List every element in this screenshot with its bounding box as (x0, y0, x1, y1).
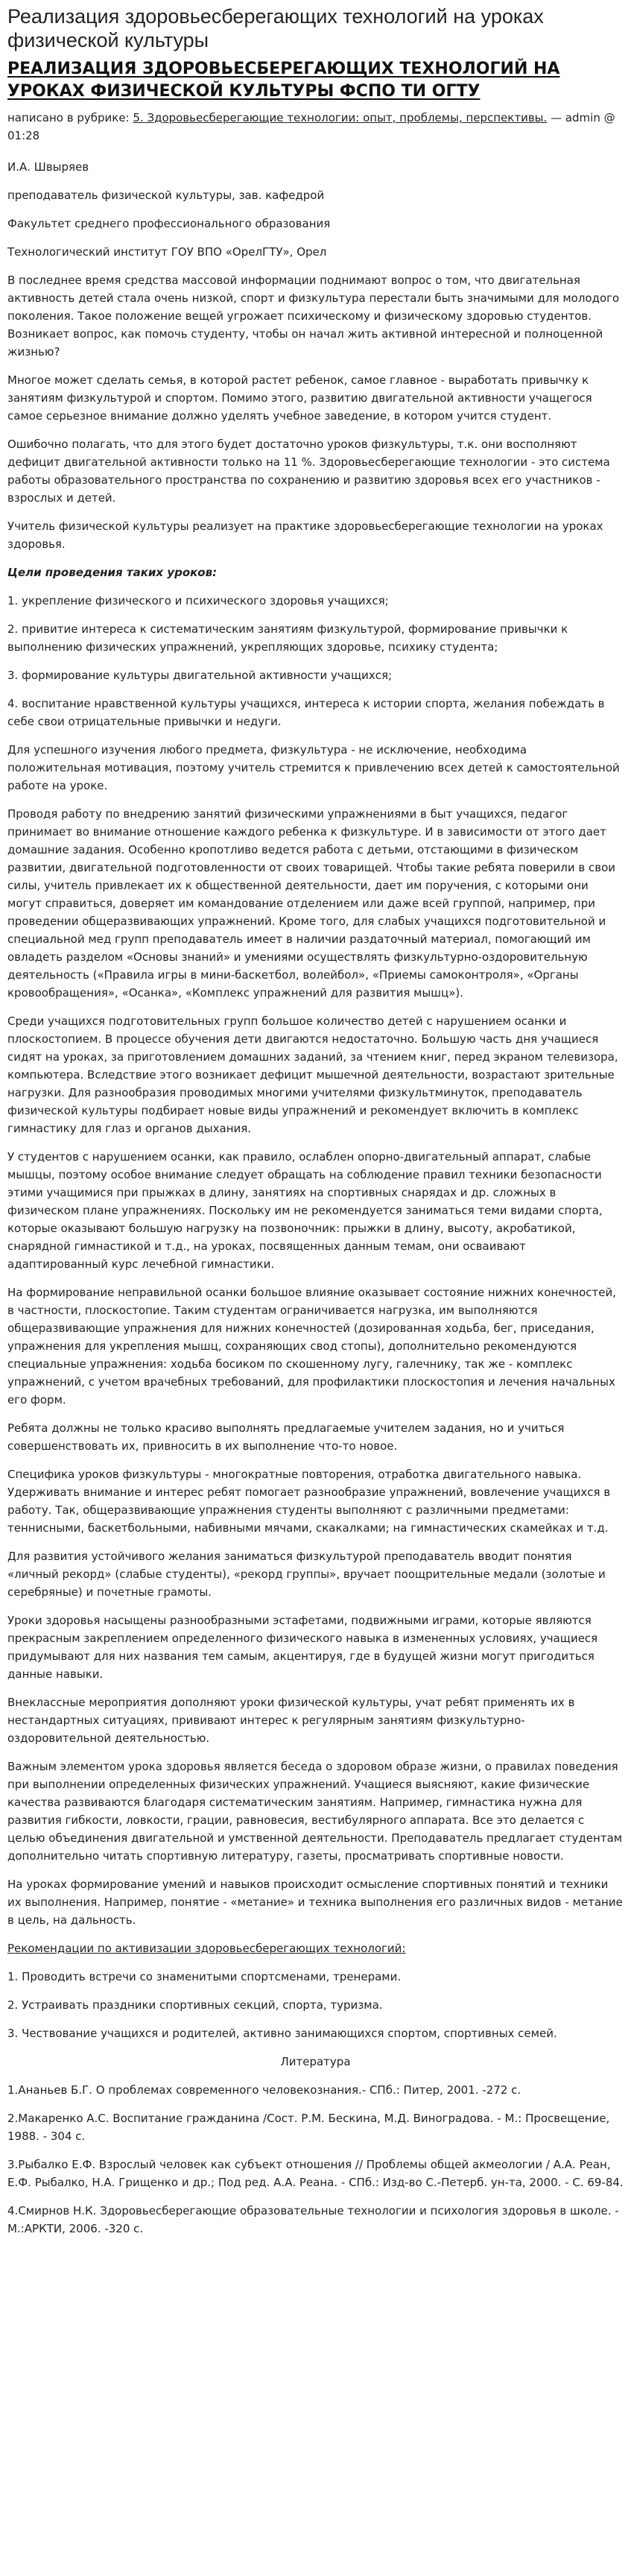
recommendation-item: 2. Устраивать праздники спортивных секций, спорта, туризма. (7, 1998, 383, 2012)
goal-item: 3. формирование культуры двигательной активности учащихся; (7, 669, 393, 682)
literature-item: 1.Ананьев Б.Г. О проблемах современного человекознания.- СПб.: Питер, 2001. -272 с. (7, 2083, 521, 2097)
meta-prefix: написано в рубрике: (7, 111, 133, 124)
intro-paragraph: Ошибочно полагать, что для этого будет достаточно уроков физкультуры, т.к. они восполняют дефицит двигательной активности только на 11 %. Здоровьесберегающие технологии - это система работы образовательного пространства по сохранению и развитию здоровья всех его участников - взрослых и детей. (7, 438, 610, 505)
body-paragraph: Среди учащихся подготовительных групп большое количество детей с нарушением осанки и плоскостопием. В процессе обучения дети двигаются недостаточно. Большую часть дня учащиеся сидят на уроках, за приготовлением домашних заданий, за чтением книг, перед экраном телевизора, компьютера. Вследствие этого возникает дефицит мышечной деятельности, возрастают зрительные нагрузки. Для разнообразия проводимых многими учителями физкультминуток, преподаватель физической культуры подбирает новые виды упражнений и рекомендует включить в комплекс гимнастику для глаз и органов дыхания. (7, 1014, 618, 1135)
body-paragraph: У студентов с нарушением осанки, как правило, ослаблен опорно-двигательный аппарат, слабые мышцы, поэтому особое внимание следует обращать на соблюдение правил техники безопасности этими учащимися при прыжках в длину, занятиях на спортивных снарядах и др. сложных в физическом плане упражнениях. Поскольку им не рекомендуется заниматься теми видами спорта, которые оказывают большую нагрузку на позвоночник: прыжки в длину, высоту, акробатикой, снарядной гимнастикой и т.д., на уроках, посвященных данным темам, они осваивают адаптированный курс лечебной гимнастики. (7, 1150, 603, 1271)
goal-item: 1. укрепление физического и психического здоровья учащихся; (7, 594, 389, 607)
author-faculty: Факультет среднего профессионального образования (7, 217, 331, 230)
goal-item: 2. привитие интереса к систематическим занятиям физкультурой, формирование привычки к выполнению физических упражнений, укрепляющих здоровье, психику студента; (7, 622, 568, 654)
body-paragraph: Ребята должны не только красиво выполнять предлагаемые учителем задания, но и учиться совершенствовать их, привносить в их выполнение что-то новое. (7, 1421, 565, 1453)
body-paragraph: Важным элементом урока здоровья является беседа о здоровом образе жизни, о правилах поведения при выполнении определенных физических упражнений. Учащиеся выясняют, какие физические качества развиваются благодаря систематическим занятиям. Например, гимнастика нужна для развития гибкости, ловкости, грации, равновесия, вестибулярного аппарата. Все это делается с целью объединения двигательной и умственной деятельности. Преподаватель предлагает студентам дополнительно читать спортивную литературу, газеты, просматривать спортивные новости. (7, 1760, 623, 1863)
body-paragraph: Для развития устойчивого желания заниматься физкультурой преподаватель вводит понятия «личный рекорд» (слабые студенты), «рекорд группы», вручает поощрительные медали (золотые и серебряные) и почетные грамоты. (7, 1550, 606, 1599)
body-paragraph: Внеклассные мероприятия дополняют уроки физической культуры, учат ребят применять их в нестандартных ситуациях, прививают интерес к регулярным занятиям физкультурно-оздоровительной деятельностью. (7, 1696, 575, 1745)
intro-paragraph: Учитель физической культуры реализует на практике здоровьесберегающие технологии на уроках здоровья. (7, 520, 603, 551)
literature-item: 3.Рыбалко Е.Ф. Взрослый человек как субъект отношения // Проблемы общей акмеологии / А.А. Реан, Е.Ф. Рыбалко, Н.А. Грищенко и др.; Под ред. А.А. Реана. - СПб.: Изд-во С.-Петерб. ун-та, 2000. - С. 69-84. (7, 2158, 624, 2189)
post-meta (7, 109, 624, 145)
literature-heading: Литература (280, 2055, 351, 2068)
body-paragraph: На формирование неправильной осанки большое влияние оказывает состояние нижних конечностей, в частности, плоскостопие. Таким студентам ограничивается нагрузка, им выполняются общеразвивающие упражнения для нижних конечностей (дозированная ходьба, бег, приседания, упражнения для укрепления мышц, сохраняющих свод стопы), дополнительно рекомендуются специальные упражнения: ходьба босиком по скошенному лугу, галечнику, так же - комплекс упражнений, с учетом врачебных требований, для профилактики плоскостопия и лечения начальных его форм. (7, 1286, 616, 1407)
goal-item: 4. воспитание нравственной культуры учащихся, интереса к истории спорта, желания побеждать в себе свои отрицательные привычки и недуги. (7, 697, 605, 728)
author-institute: Технологический институт ГОУ ВПО «ОрелГТУ», Орел (7, 245, 327, 259)
body-paragraph: Для успешного изучения любого предмета, физкультура - не исключение, необходима положительная мотивация, поэтому учитель стремится к привлечению всех детей к самостоятельной работе на уроке. (7, 743, 620, 792)
author-name: И.А. Швыряев (7, 160, 89, 174)
body-paragraph: Специфика уроков физкультуры - многократные повторения, отработка двигательного навыка. Удерживать внимание и интерес ребят помогает разнообразие упражнений, вовлечение учащихся в работу. Так, общеразвивающие упражнения студенты выполняют с различными предметами: теннисными, баскетбольными, набивными мячами, скакалками; на гимнастических скамейках и т.д. (7, 1468, 611, 1535)
body-paragraph: Уроки здоровья насыщены разнообразными эстафетами, подвижными играми, которые являются прекрасным закреплением определенного физического навыка в измененных условиях, учащиеся придумывают для них названия тем самым, акцентируя, где в будущей жизни могут пригодиться данные навыки. (7, 1614, 598, 1681)
intro-paragraph: В последнее время средства массовой информации поднимают вопрос о том, что двигательная активность детей стала очень низкой, спорт и физкультура перестали быть значимыми для молодого поколения. Такое положение вещей угрожает психическому и физическому здоровью студентов. Возникает вопрос, как помочь студенту, чтобы он начал жить активной интересной и полноценной жизнью? (7, 274, 620, 359)
literature-item: 4.Смирнов Н.К. Здоровьесберегающие образовательные технологии и психология здоровья в школе. - М.:АРКТИ, 2006. -320 с. (7, 2204, 619, 2235)
category-link[interactable]: 5. Здоровьесберегающие технологии: опыт, проблемы, перспективы. (133, 111, 548, 124)
body-paragraph: На уроках формирование умений и навыков происходит осмысление спортивных понятий и техники их выполнения. Например, понятие - «метание» и техника выполнения его различных видов - метание в цель, на дальность. (7, 1878, 623, 1927)
author-position: преподаватель физической культуры, зав. кафедрой (7, 189, 325, 202)
intro-paragraph: Многое может сделать семья, в которой растет ребенок, самое главное - выработать привычку к занятиям физкультурой и спортом. Помимо этого, развитию двигательной активности учащегося самое серьезное внимание должно уделять учебное заведение, в котором учится студент. (7, 373, 592, 423)
goals-heading: Цели проведения таких уроков: (7, 566, 218, 579)
recommendation-item: 1. Проводить встречи со знаменитыми спортсменами, тренерами. (7, 1970, 402, 1983)
recommendation-item: 3. Чествование учащихся и родителей, активно занимающихся спортом, спортивных семей. (7, 2027, 557, 2040)
body-paragraph: Проводя работу по внедрению занятий физическими упражнениями в быт учащихся, педагог принимает во внимание отношение каждого ребенка к физкультуре. И в зависимости от этого дает домашние задания. Особенно кропотливо ведется работа с детьми, отстающими в физическом развитии, двигательной подготовленности от своих товарищей. Чтобы такие ребята поверили в свои силы, учитель привлекает их к общественной деятельности, дает им поручения, с которыми они могут справиться, доверяет им командование отделением или даже всей группой, например, при проведении общеразвивающих упражнений. Кроме того, для слабых учащихся подготовительной и специальной мед групп преподаватель имеет в наличии раздаточный материал, помогающий им овладеть разделом «Основы знаний» и умениями осуществлять физкультурно-оздоровительную деятельность («Правила игры в мини-баскетбол, волейбол», «Приемы самоконтроля», «Органы кровообращения», «Осанка», «Комплекс упражнений для развития мышц»). (7, 807, 616, 1000)
page-title: Реализация здоровьесберегающих технологий на уроках физической культуры (7, 5, 544, 51)
article-heading: РЕАЛИЗАЦИЯ ЗДОРОВЬЕСБЕРЕГАЮЩИХ ТЕХНОЛОГИЙ НА УРОКАХ ФИЗИЧЕСКОЙ КУЛЬТУРЫ ФСПО ТИ ОГТУ (7, 60, 560, 101)
meta-suffix: — admin @ 01:28 (7, 111, 615, 142)
recommendations-heading: Рекомендации по активизации здоровьесберегающих технологий: (7, 1942, 406, 1955)
literature-item: 2.Макаренко А.С. Воспитание гражданина /Сост. Р.М. Бескина, М.Д. Виноградова. - М.: Просвещение, 1988. - 304 с. (7, 2112, 610, 2143)
